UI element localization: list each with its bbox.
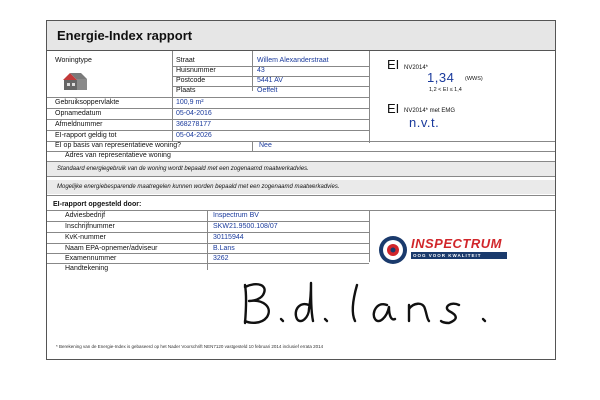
address-value-postcode: 5441 AV — [257, 77, 283, 84]
address-value-plaats: Oeffelt — [257, 87, 278, 94]
logo-name: INSPECTRUM — [411, 236, 502, 251]
address-label-plaats: Plaats — [176, 87, 196, 94]
detail-value-geldig-tot: 05-04-2026 — [176, 132, 212, 139]
prepared-by-title: EI-rapport opgesteld door: — [53, 201, 142, 208]
ei-emg-symbol: EI — [387, 101, 400, 116]
ei-value: 1,34 — [427, 70, 455, 85]
address-label-straat: Straat — [176, 57, 195, 64]
ei-unit: (WWS) — [465, 76, 483, 82]
ei-symbol: EI — [387, 57, 400, 72]
detail-label-afmeldnummer: Afmeldnummer — [55, 121, 103, 128]
note-measures: Mogelijke energiebesparende maatregelen kunnen worden bepaald met een zogenaamd maatwerkadvies. — [57, 184, 340, 190]
representative-address-label: Adres van representatieve woning — [65, 152, 171, 159]
representative-answer: Nee — [259, 142, 272, 149]
handwritten-signature — [237, 279, 537, 329]
address-label-huisnummer: Huisnummer — [176, 67, 216, 74]
note-standard: Standaard energiegebruik van de woning wordt bepaald met een zogenaamd maatwerkadvies. — [57, 166, 309, 172]
house-type-icon — [61, 70, 89, 92]
detail-value-gebruiksoppervlakte: 100,9 m² — [176, 99, 204, 106]
address-label-postcode: Postcode — [176, 77, 206, 84]
prepared-label-adviseur: Naam EPA-opnemer/adviseur — [65, 245, 158, 252]
inspectrum-logo — [377, 232, 515, 268]
prepared-label-inschrijfnummer: Inschrijfnummer — [65, 223, 115, 230]
ei-emg-value: n.v.t. — [409, 115, 440, 130]
prepared-value-inschrijfnummer: SKW21.9500.108/07 — [213, 223, 278, 230]
prepared-value-adviesbedrijf: Inspectrum BV — [213, 212, 259, 219]
ei-range: 1,2 < EI ≤ 1,4 — [429, 87, 462, 93]
prepared-label-handtekening: Handtekening — [65, 265, 109, 272]
detail-label-gebruiksoppervlakte: Gebruiksoppervlakte — [55, 99, 120, 106]
detail-label-opnamedatum: Opnamedatum — [55, 110, 102, 117]
logo-tagline: OOG VOOR KWALITEIT — [413, 253, 482, 258]
representative-question: EI op basis van representatieve woning? — [55, 142, 182, 149]
detail-label-geldig-tot: EI-rapport geldig tot — [55, 132, 117, 139]
prepared-value-examennummer: 3262 — [213, 255, 229, 262]
energy-index-report — [46, 20, 556, 360]
report-header — [47, 21, 555, 51]
prepared-value-kvk: 30115944 — [213, 234, 244, 241]
address-value-straat: Willem Alexanderstraat — [257, 57, 329, 64]
footnote: * Berekening van de Energie-Index is gebaseerd op het Nader Voorschrift NEN7120 vastgesteld 10 februari 2014 inclusief errata 2014 — [56, 344, 324, 349]
woningtype-label: Woningtype — [55, 57, 92, 64]
ei-subscript: NV2014* — [404, 65, 429, 71]
prepared-value-adviseur: B.Lans — [213, 245, 235, 252]
eye-logo-icon — [377, 234, 409, 266]
detail-value-afmeldnummer: 368278177 — [176, 121, 212, 128]
report-title: Energie-Index rapport — [57, 28, 193, 43]
prepared-label-examennummer: Examennummer — [65, 255, 117, 262]
prepared-label-kvk: KvK-nummer — [65, 234, 106, 241]
detail-value-opnamedatum: 05-04-2016 — [176, 110, 212, 117]
prepared-label-adviesbedrijf: Adviesbedrijf — [65, 212, 106, 219]
address-value-huisnummer: 43 — [257, 67, 265, 74]
ei-emg-subscript: NV2014* met EMG — [404, 108, 456, 114]
